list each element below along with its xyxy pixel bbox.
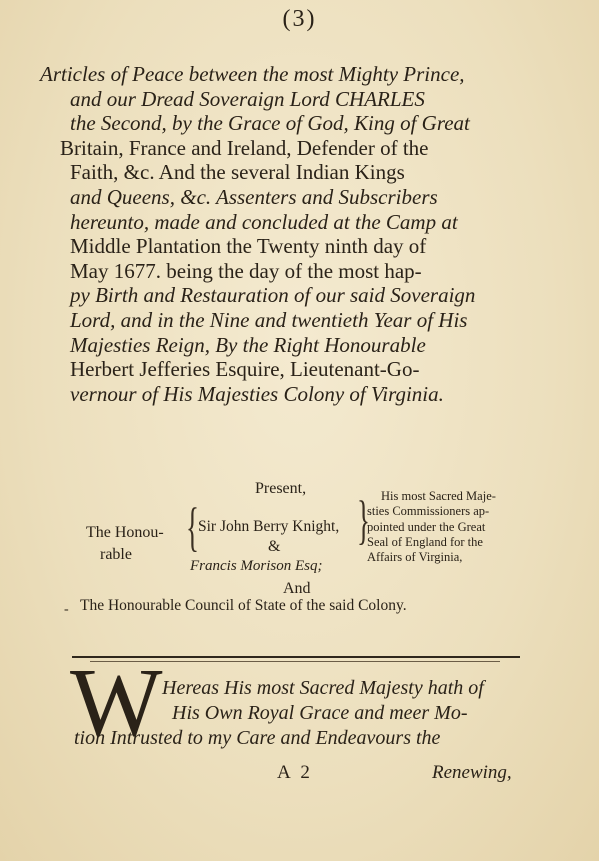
ampersand: &	[268, 538, 281, 555]
title-line: py Birth and Restauration of our said Soveraign	[70, 283, 476, 308]
title-line: Majesties Reign, By the Right Honourable	[70, 332, 426, 357]
commissioner-morison: Francis Morison Esq;	[190, 558, 323, 574]
honourable-label	[86, 522, 164, 566]
commissioner-berry: Sir John Berry Knight,	[198, 518, 340, 535]
title-line: Herbert Jefferies Esquire, Lieutenant-Go-	[70, 357, 420, 382]
title-line: Faith, &c. And the several Indian Kings	[70, 160, 405, 185]
title-line: May 1677. being the day of the most hap-	[70, 258, 422, 283]
honourable-line: The Honou-	[86, 524, 164, 541]
signature-mark: A 2	[277, 762, 313, 783]
honourable-line: rable	[100, 546, 132, 563]
and-connector: And	[283, 580, 311, 597]
body-line: tion Intrusted to my Care and Endeavours the	[74, 727, 441, 749]
title-line: Middle Plantation the Twenty ninth day of	[70, 234, 427, 259]
dash-mark: -	[64, 602, 69, 617]
present-label: Present,	[255, 480, 307, 497]
right-brace: }	[357, 490, 370, 550]
left-brace: {	[186, 497, 199, 557]
commission-line: pointed under the Great	[367, 519, 486, 534]
title-line: Articles of Peace between the most Mighty Prince,	[40, 62, 465, 86]
commission-line: sties Commissioners ap-	[367, 504, 490, 519]
commission-line: Seal of England for the	[367, 534, 483, 549]
body-paragraph	[74, 676, 544, 751]
title-line: hereunto, made and concluded at the Camp at	[70, 209, 458, 234]
body-line: Hereas His most Sacred Majesty hath of	[162, 677, 484, 699]
title-line: Britain, France and Ireland, Defender of the	[60, 135, 429, 160]
title-line: Lord, and in the Nine and twentieth Year of His	[70, 307, 468, 332]
commission-line: Affairs of Virginia,	[367, 550, 463, 565]
council-line: The Honourable Council of State of the said Colony.	[80, 597, 407, 614]
title-line: vernour of His Majesties Colony of Virginia.	[70, 381, 444, 406]
article-title	[40, 62, 530, 406]
catchword: Renewing,	[432, 762, 512, 783]
drop-cap: W	[70, 649, 163, 757]
title-line: the Second, by the Grace of God, King of Great	[70, 111, 470, 136]
commission-note	[367, 489, 537, 565]
commission-line: His most Sacred Maje-	[381, 489, 496, 503]
title-line: and Queens, &c. Assenters and Subscribers	[70, 184, 438, 209]
page-number: (3)	[282, 6, 317, 32]
body-line: His Own Royal Grace and meer Mo-	[172, 702, 468, 724]
title-line: and our Dread Soveraign Lord CHARLES	[70, 86, 425, 111]
